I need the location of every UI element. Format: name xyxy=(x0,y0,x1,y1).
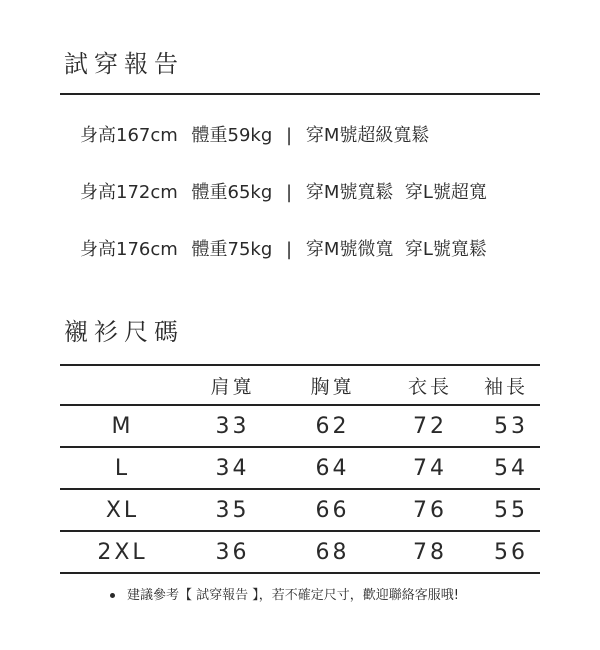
fit-height: 身高176cm xyxy=(80,239,178,260)
bullet-icon xyxy=(110,593,115,598)
fit-separator: | xyxy=(286,239,293,260)
table-row xyxy=(60,405,540,447)
fit-report-item xyxy=(80,118,495,175)
sleeve-value: 56 xyxy=(475,531,540,573)
shoulder-value: 34 xyxy=(185,447,280,489)
chest-value: 62 xyxy=(280,405,385,447)
fit-report-item xyxy=(80,175,495,232)
column-header-size xyxy=(60,365,185,405)
size-table-header-row xyxy=(60,365,540,405)
fit-weight: 體重65kg xyxy=(191,182,273,203)
fit-result: 穿M號超級寬鬆 xyxy=(305,125,430,146)
length-value: 74 xyxy=(385,447,475,489)
fit-report-item xyxy=(80,232,495,289)
note-text: 建議參考【 試穿報告 】，若不確定尺寸，歡迎聯絡客服哦! xyxy=(127,588,459,603)
size-label: 2XL xyxy=(60,531,185,573)
length-value: 76 xyxy=(385,489,475,531)
fit-weight: 體重75kg xyxy=(191,239,273,260)
chest-value: 68 xyxy=(280,531,385,573)
shoulder-value: 35 xyxy=(185,489,280,531)
fit-result: 穿M號微寬 穿L號寬鬆 xyxy=(305,239,487,260)
size-chart-title: 襯衫尺碼 xyxy=(64,318,184,346)
fit-report-title: 試穿報告 xyxy=(64,50,184,78)
size-label: M xyxy=(60,405,185,447)
chest-value: 64 xyxy=(280,447,385,489)
table-row xyxy=(60,531,540,573)
column-header-length: 衣長 xyxy=(385,365,475,405)
size-label: L xyxy=(60,447,185,489)
shoulder-value: 36 xyxy=(185,531,280,573)
length-value: 72 xyxy=(385,405,475,447)
length-value: 78 xyxy=(385,531,475,573)
column-header-chest: 胸寬 xyxy=(280,365,385,405)
fit-result: 穿M號寬鬆 穿L號超寬 xyxy=(305,182,487,203)
sleeve-value: 53 xyxy=(475,405,540,447)
table-row xyxy=(60,489,540,531)
fit-weight: 體重59kg xyxy=(191,125,273,146)
column-header-shoulder: 肩寬 xyxy=(185,365,280,405)
sleeve-value: 54 xyxy=(475,447,540,489)
shoulder-value: 33 xyxy=(185,405,280,447)
note-item xyxy=(110,584,459,603)
fit-separator: | xyxy=(286,182,293,203)
sleeve-value: 55 xyxy=(475,489,540,531)
fit-height: 身高167cm xyxy=(80,125,178,146)
fit-separator: | xyxy=(286,125,293,146)
fit-report-divider xyxy=(60,93,540,95)
size-table xyxy=(60,364,540,574)
chest-value: 66 xyxy=(280,489,385,531)
note-list xyxy=(110,584,459,603)
size-label: XL xyxy=(60,489,185,531)
column-header-sleeve: 袖長 xyxy=(475,365,540,405)
fit-report-list xyxy=(80,118,495,289)
fit-height: 身高172cm xyxy=(80,182,178,203)
table-row xyxy=(60,447,540,489)
